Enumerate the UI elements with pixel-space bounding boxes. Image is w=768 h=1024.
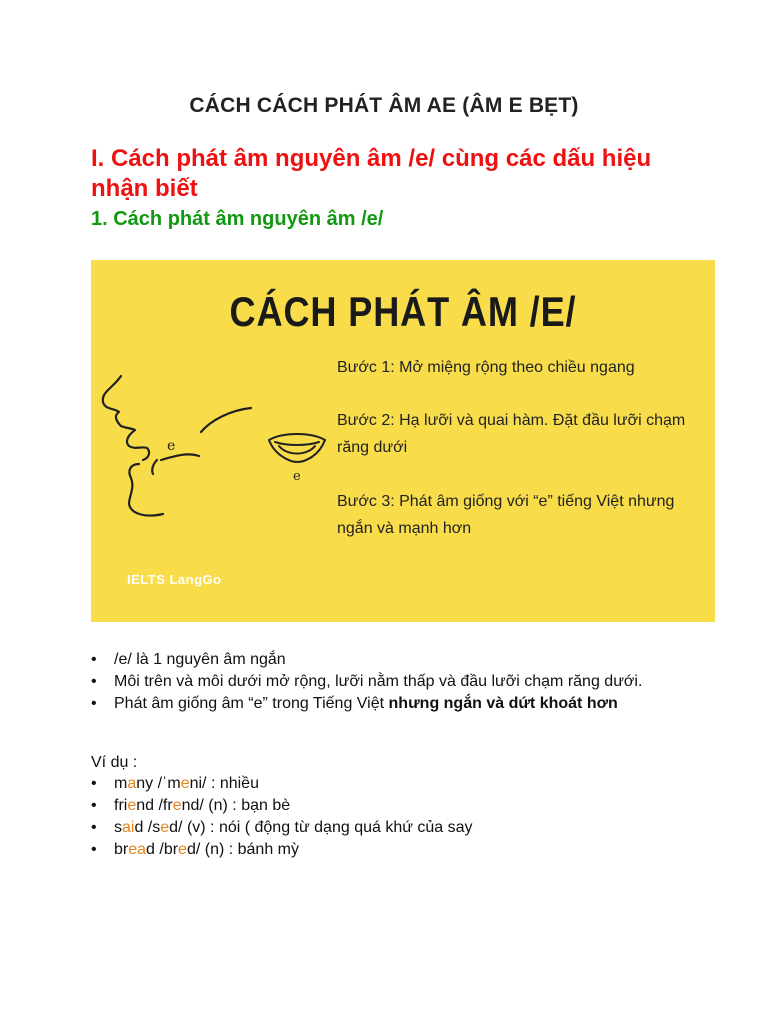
subsection-heading: 1. Cách phát âm nguyên âm /e/ xyxy=(91,208,384,230)
example-label: Ví dụ : xyxy=(91,754,138,771)
example-list xyxy=(91,774,691,862)
example-item: • bread /bred/ (n) : bánh mỳ xyxy=(91,840,691,860)
step-1: Bước 1: Mở miệng rộng theo chiều ngang xyxy=(337,359,635,376)
page-title: CÁCH CÁCH PHÁT ÂM AE (ÂM E BẸT) xyxy=(189,94,579,117)
pronunciation-figure xyxy=(91,260,715,622)
list-item: • /e/ là 1 nguyên âm ngắn xyxy=(91,650,691,670)
list-item: • Môi trên và môi dưới mở rộng, lưỡi nằm thấp và đầu lưỡi chạm răng dưới. xyxy=(91,672,691,692)
step-3: Bước 3: Phát âm giống với “e” tiếng Việt nhưng ngắn và mạnh hơn xyxy=(337,493,675,537)
description-list xyxy=(91,650,691,716)
face-e-label: e xyxy=(167,438,176,454)
section-heading: I. Cách phát âm nguyên âm /e/ cùng các dấu hiệu nhận biết xyxy=(91,145,652,202)
step-2: Bước 2: Hạ lưỡi và quai hàm. Đặt đầu lưỡi chạm răng dưới xyxy=(337,412,686,456)
face-profile-icon xyxy=(103,376,251,516)
figure-title: CÁCH PHÁT ÂM /E/ xyxy=(229,288,577,335)
brand-logo: IELTS LangGo xyxy=(127,572,222,587)
mouth-e-label: e xyxy=(293,469,301,484)
example-item: • said /sed/ (v) : nói ( động từ dạng quá khứ của say xyxy=(91,818,691,838)
list-item: • Phát âm giống âm “e” trong Tiếng Việt nhưng ngắn và dứt khoát hơn xyxy=(91,694,691,714)
example-item: • many /ˈmeni/ : nhiều xyxy=(91,774,691,794)
example-item: • friend /frend/ (n) : bạn bè xyxy=(91,796,691,816)
mouth-icon xyxy=(269,434,325,462)
